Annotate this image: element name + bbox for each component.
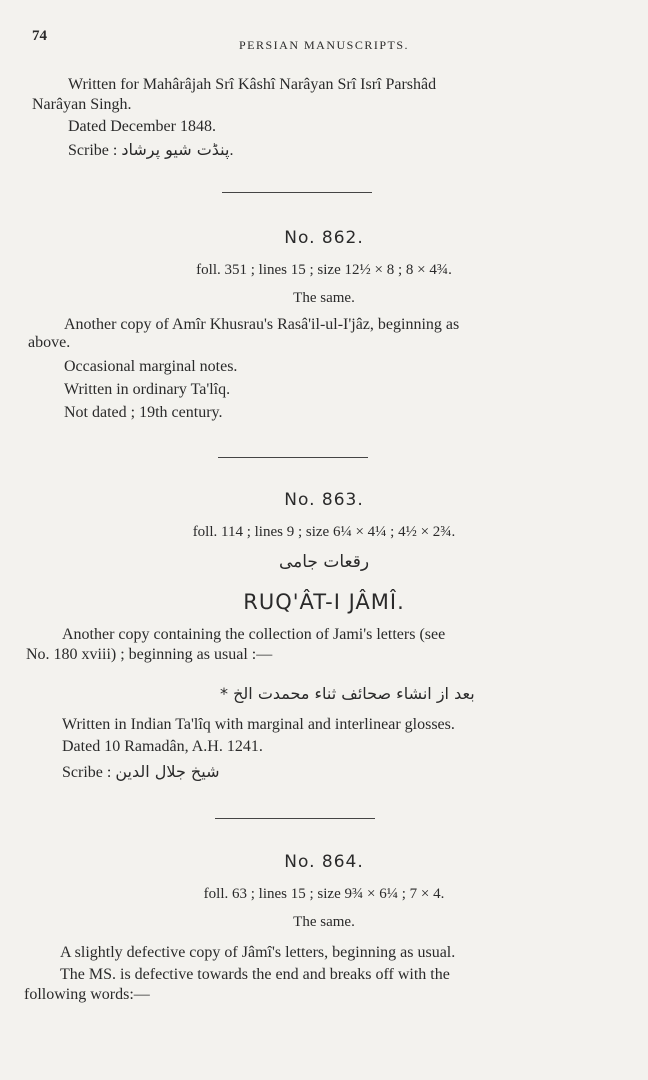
entry-note-862-2: Written in ordinary Ta'lîq. [64, 381, 231, 398]
entry-note-863-1: Written in Indian Ta'lîq with marginal and interlinear glosses. [62, 716, 455, 733]
entry-same-862: The same. [293, 290, 355, 306]
top-entry-line2: Narâyan Singh. [32, 96, 132, 113]
top-entry-line1: Written for Mahârâjah Srî Kâshî Narâyan Srî Isrî Parshâd [68, 76, 437, 93]
entry-note-863-2: Dated 10 Ramadân, A.H. 1241. [62, 738, 263, 755]
entry-desc-862-line1: Another copy of Amîr Khusrau's Rasâ'il-ul-I'jâz, beginning as [64, 316, 460, 333]
top-entry-dated: Dated December 1848. [68, 118, 216, 135]
entry-details-862: foll. 351 ; lines 15 ; size 12½ × 8 ; 8 × 4¾. [196, 262, 452, 278]
entry-details-863: foll. 114 ; lines 9 ; size 6¼ × 4¼ ; 4½ × 2¾. [192, 524, 456, 540]
entry-desc-864-line3: following words:— [24, 986, 150, 1003]
entry-same-864: The same. [293, 914, 355, 930]
top-entry-scribe [68, 140, 233, 160]
section-divider [215, 818, 375, 819]
section-divider [222, 192, 372, 193]
entry-number-863: No. 863. [284, 490, 364, 510]
entry-number-862: No. 862. [284, 228, 364, 248]
entry-scribe-863 [62, 762, 219, 782]
scribe-arabic: پنڈت شیو پرشاد [121, 140, 230, 159]
scribe-end: . [229, 142, 234, 159]
entry-title-863: RUQ'ÂT-I JÂMÎ. [243, 590, 405, 614]
entry-note-862-1: Occasional marginal notes. [64, 358, 238, 375]
entry-number-864: No. 864. [284, 852, 364, 872]
entry-desc-864-line2: The MS. is defective towards the end and breaks off with the [60, 966, 450, 983]
section-divider [218, 457, 368, 458]
scribe-label: Scribe : [68, 142, 118, 159]
scribe-label: Scribe : [62, 764, 112, 781]
entry-incipit-863: بعد از انشاء صحائف ثناء محمدت الخ * [220, 684, 475, 703]
scribe-arabic: شیخ جلال الدین [115, 762, 220, 781]
entry-note-862-3: Not dated ; 19th century. [64, 404, 223, 421]
entry-desc-862-line2: above. [28, 334, 71, 351]
running-head: PERSIAN MANUSCRIPTS. [238, 38, 410, 52]
entry-details-864: foll. 63 ; lines 15 ; size 9¾ × 6¼ ; 7 × 4. [203, 886, 445, 902]
entry-desc-863-line1: Another copy containing the collection of Jami's letters (see [62, 626, 446, 643]
page-number: 74 [32, 28, 47, 44]
entry-desc-863-line2: No. 180 xviii) ; beginning as usual :— [26, 646, 273, 663]
entry-arabic-title-863: رقعات جامی [278, 552, 370, 572]
entry-desc-864-line1: A slightly defective copy of Jâmî's letters, beginning as usual. [60, 944, 456, 961]
